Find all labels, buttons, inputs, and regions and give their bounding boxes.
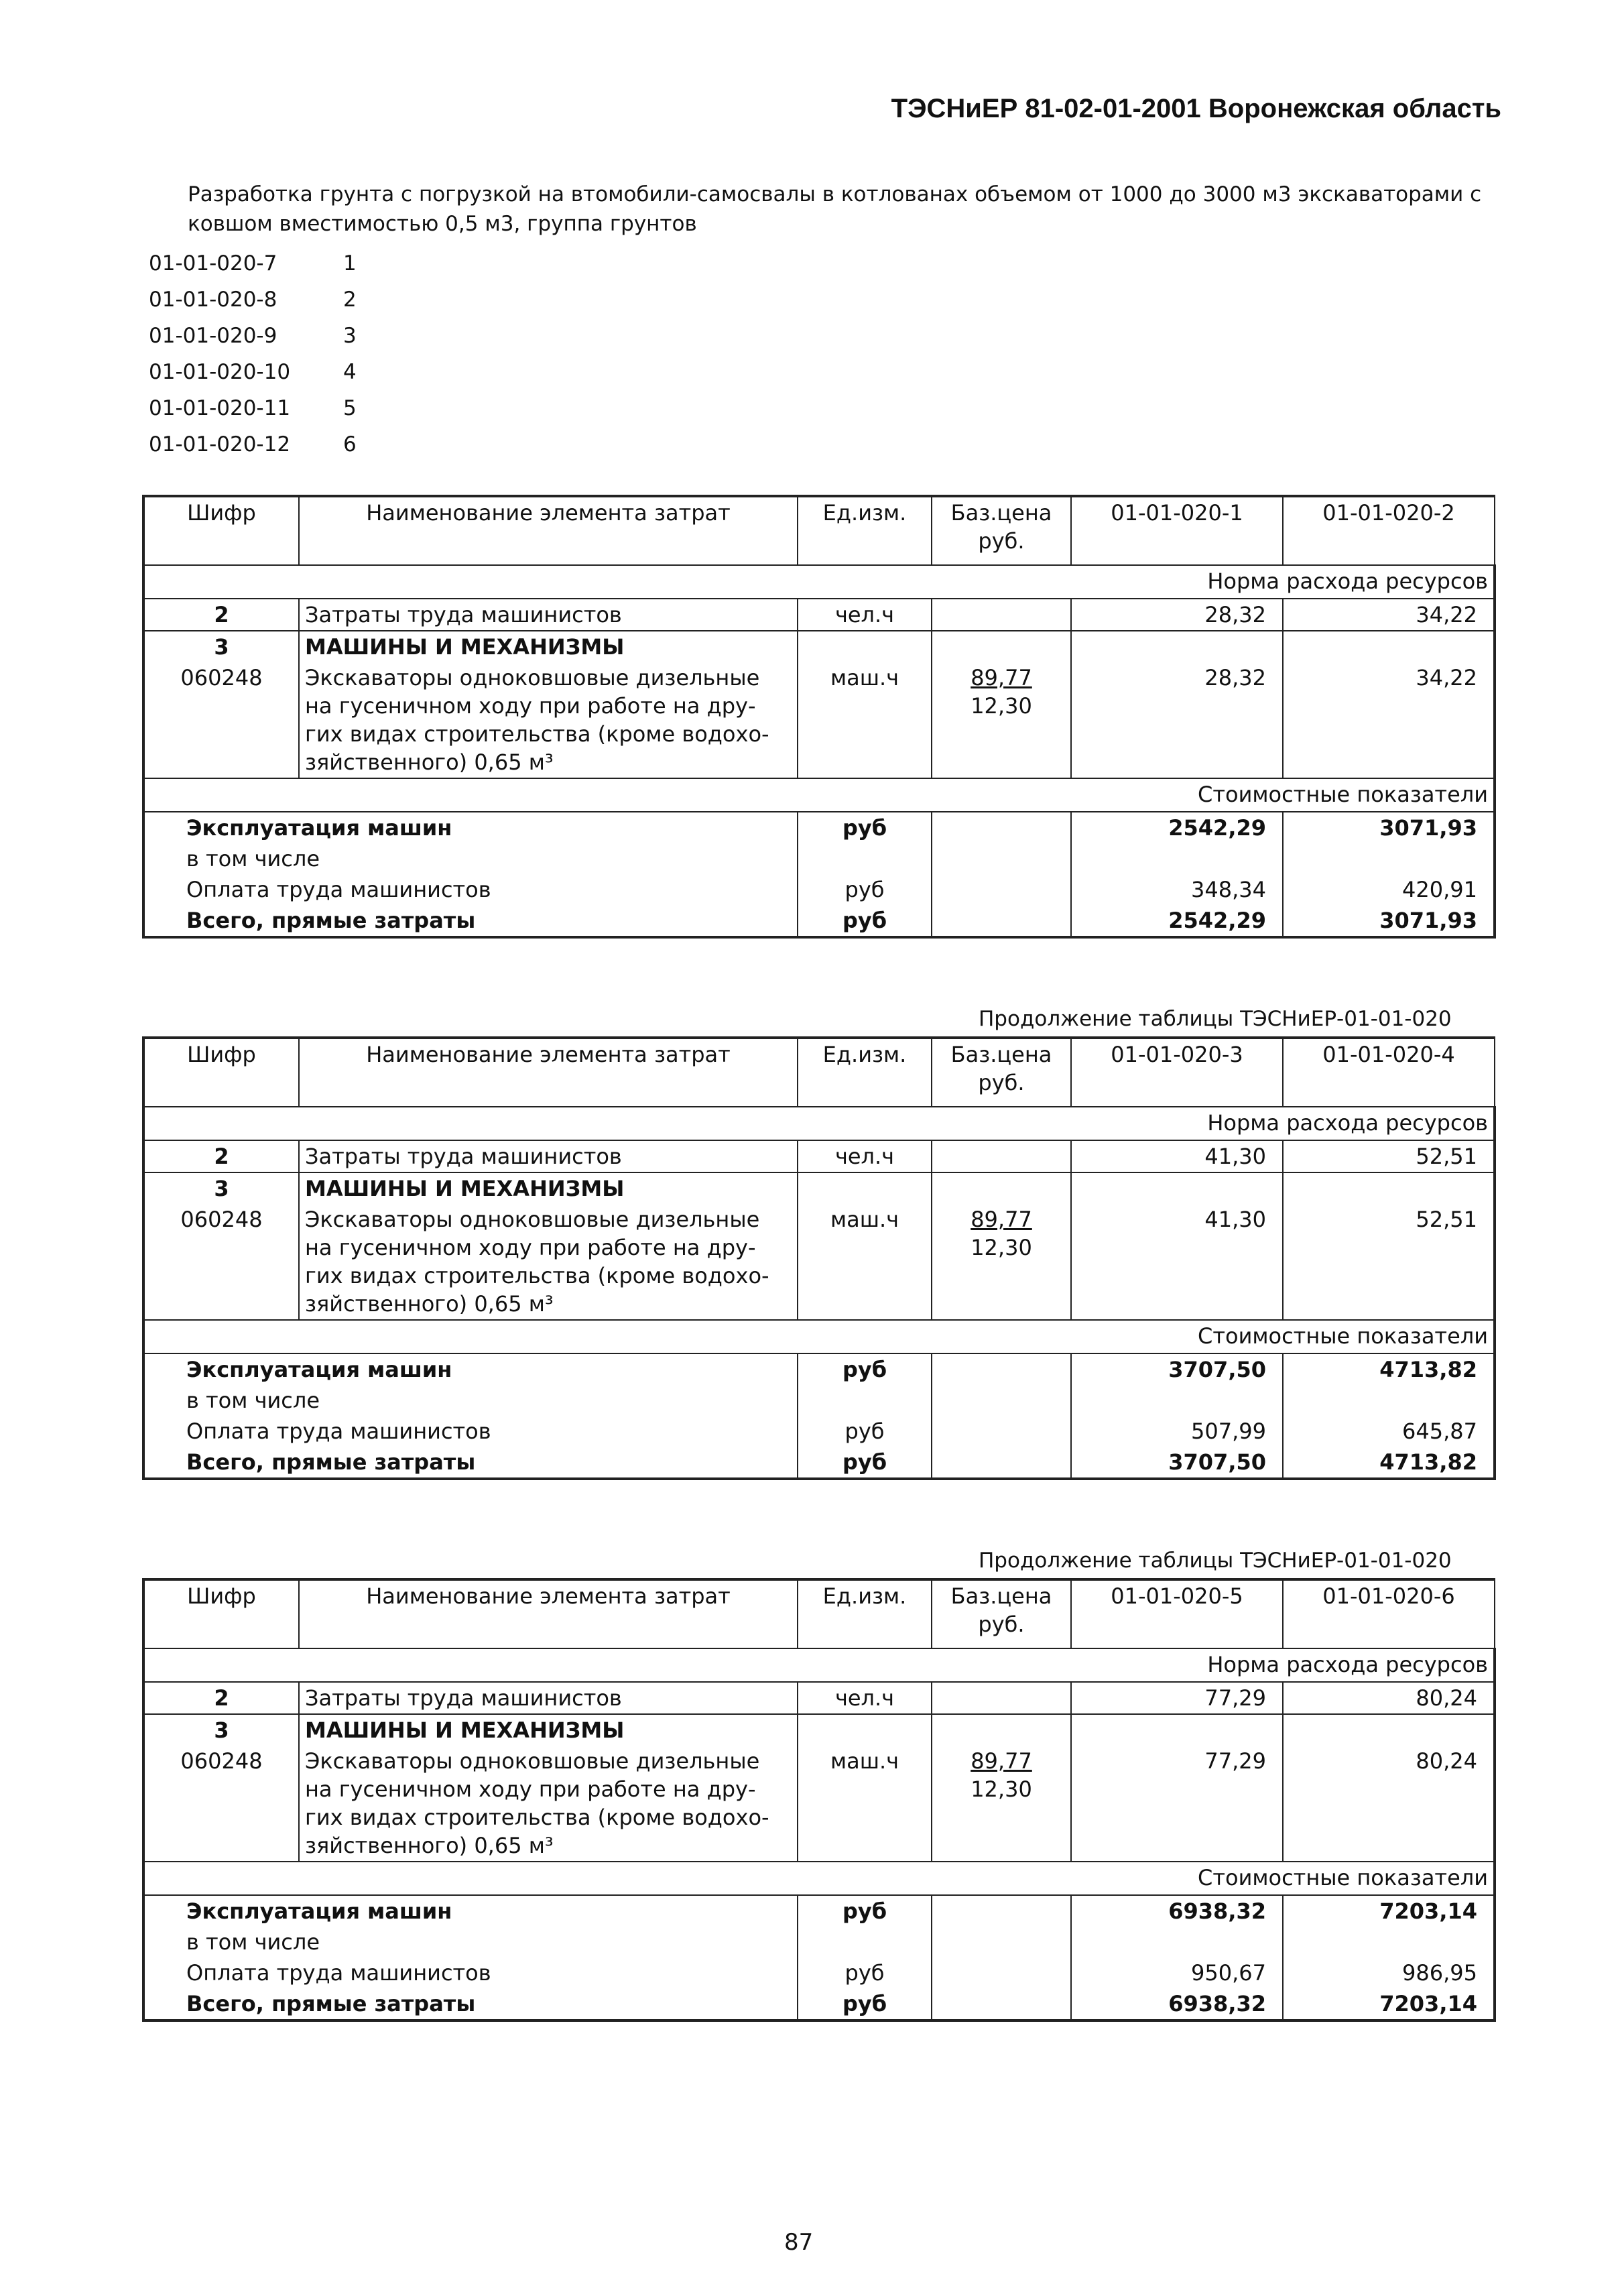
table-row: в том числе xyxy=(143,1385,1495,1416)
table-row: 060248 Экскаваторы одноковшовые дизельные на гусеничном ходу при работе на дру- гих видах строительства (кроме водохо- зяйственного) 0,65 м³ маш.ч 89,77 12,30 77,29 80,24 xyxy=(143,1746,1495,1862)
continuation-label: Продолжение таблицы ТЭСНиЕР-01-01-020 xyxy=(979,1007,1452,1031)
table-row: 2 Затраты труда машинистов чел.ч 41,30 52,51 xyxy=(143,1140,1495,1172)
section-costs: Стоимостные показатели xyxy=(143,1320,1495,1353)
table-row: Оплата труда машинистов руб 950,67 986,95 xyxy=(143,1957,1495,1988)
col-unit: Ед.изм. xyxy=(798,496,932,565)
col-shifr: Шифр xyxy=(143,496,299,565)
code: 01-01-020-10 xyxy=(149,360,291,384)
code: 01-01-020-11 xyxy=(149,396,291,420)
code-item xyxy=(149,282,357,318)
table-row: 3 МАШИНЫ И МЕХАНИЗМЫ xyxy=(143,1172,1495,1204)
code-item xyxy=(149,245,357,282)
table-header: Шифр Наименование элемента затрат Ед.изм. Баз.цена руб. 01-01-020-3 01-01-020-4 xyxy=(143,1038,1495,1107)
soil-group: 4 xyxy=(343,360,357,384)
table-row: Эксплуатация машин руб 3707,50 4713,82 xyxy=(143,1353,1495,1385)
table-row: Эксплуатация машин руб 2542,29 3071,93 xyxy=(143,812,1495,843)
table-row: Эксплуатация машин руб 6938,32 7203,14 xyxy=(143,1895,1495,1927)
table-row: 2 Затраты труда машинистов чел.ч 28,32 34,22 xyxy=(143,599,1495,631)
norm-table-1 xyxy=(142,495,1493,939)
soil-group: 2 xyxy=(343,288,357,312)
section-costs: Стоимостные показатели xyxy=(143,1862,1495,1895)
section-norms: Норма расхода ресурсов xyxy=(143,565,1495,599)
code-item xyxy=(149,426,357,463)
norm-table-3 xyxy=(142,1578,1493,2022)
col-norm-b: 01-01-020-2 xyxy=(1283,496,1495,565)
table-row: Оплата труда машинистов руб 507,99 645,87 xyxy=(143,1416,1495,1447)
code: 01-01-020-9 xyxy=(149,324,277,348)
soil-group: 3 xyxy=(343,324,357,348)
section-costs: Стоимостные показатели xyxy=(143,778,1495,812)
code-item xyxy=(149,354,357,390)
code: 01-01-020-7 xyxy=(149,251,277,276)
norm-table-2 xyxy=(142,1036,1493,1480)
table-header: Шифр Наименование элемента затрат Ед.изм. Баз.цена руб. 01-01-020-5 01-01-020-6 xyxy=(143,1579,1495,1648)
table-header xyxy=(143,496,1495,565)
soil-group: 6 xyxy=(343,432,357,457)
intro-text: Разработка грунта с погрузкой на втомобили-самосвалы в котлованах объемом от 1000 до 3000 м3 экскаваторами с ковшом вместимостью 0,5 м3, группа грунтов xyxy=(188,182,1482,236)
table-row: Всего, прямые затраты руб 2542,29 3071,93 xyxy=(143,905,1495,937)
continuation-label: Продолжение таблицы ТЭСНиЕР-01-01-020 xyxy=(979,1549,1452,1573)
col-name: Наименование элемента затрат xyxy=(299,496,798,565)
code-item xyxy=(149,390,357,426)
code-list xyxy=(149,245,357,463)
soil-group: 1 xyxy=(343,251,357,276)
page-title: ТЭСНиЕР 81-02-01-2001 Воронежская область xyxy=(891,94,1501,123)
col-norm-a: 01-01-020-1 xyxy=(1071,496,1283,565)
table-row: 3 МАШИНЫ И МЕХАНИЗМЫ xyxy=(143,631,1495,662)
table-row: Всего, прямые затраты руб 3707,50 4713,82 xyxy=(143,1447,1495,1479)
table-row: в том числе xyxy=(143,1927,1495,1957)
table-row: Оплата труда машинистов руб 348,34 420,91 xyxy=(143,874,1495,905)
table-row: Всего, прямые затраты руб 6938,32 7203,14 xyxy=(143,1988,1495,2020)
table-row: 2 Затраты труда машинистов чел.ч 77,29 80,24 xyxy=(143,1682,1495,1714)
code: 01-01-020-12 xyxy=(149,432,291,457)
section-norms: Норма расхода ресурсов xyxy=(143,1107,1495,1140)
page-number: 87 xyxy=(784,2229,814,2256)
section-norms: Норма расхода ресурсов xyxy=(143,1648,1495,1682)
table-row: 060248 Экскаваторы одноковшовые дизельные на гусеничном ходу при работе на дру- гих видах строительства (кроме водохо- зяйственного) 0,65 м³ маш.ч 89,77 12,30 41,30 52,51 xyxy=(143,1204,1495,1320)
code-item xyxy=(149,318,357,354)
table-row: 060248 Экскаваторы одноковшовые дизельные на гусеничном ходу при работе на дру- гих видах строительства (кроме водохо- зяйственного) 0,65 м³ маш.ч 89,77 12,30 28,32 34,22 xyxy=(143,662,1495,778)
col-price: Баз.цена руб. xyxy=(932,496,1071,565)
table-row: в том числе xyxy=(143,843,1495,874)
soil-group: 5 xyxy=(343,396,357,420)
code: 01-01-020-8 xyxy=(149,288,277,312)
table-row: 3 МАШИНЫ И МЕХАНИЗМЫ xyxy=(143,1714,1495,1746)
